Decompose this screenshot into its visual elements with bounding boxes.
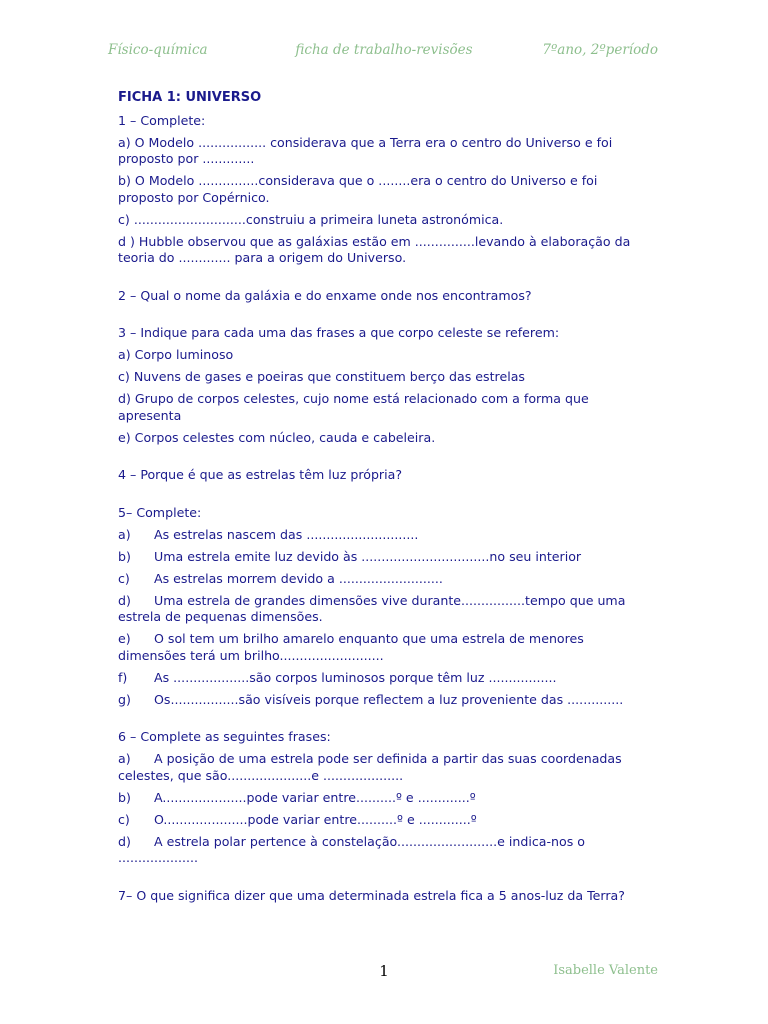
header-grade-period: 7ºano, 2ºperíodo	[542, 42, 658, 58]
question-3a: a) Corpo luminoso	[118, 347, 234, 362]
question-6-heading: 6 – Complete as seguintes frases:	[118, 729, 331, 744]
question-1-heading: 1 – Complete:	[118, 112, 206, 128]
item-label: d)	[118, 592, 131, 608]
question-5b	[118, 549, 653, 566]
question-3d: d) Grupo de corpos celestes, cujo nome está relacionado com a forma que apresenta	[118, 391, 589, 423]
question-2: 2 – Qual o nome da galáxia e do enxame onde nos encontramos?	[118, 287, 532, 303]
item-text: O.....................pode variar entre..........º e .............º	[154, 811, 477, 827]
question-4: 4 – Porque é que as estrelas têm luz própria?	[118, 467, 403, 482]
footer-author: Isabelle Valente	[553, 963, 658, 978]
question-5d	[118, 593, 653, 626]
question-6c	[118, 812, 653, 829]
item-text: As estrelas morrem devido a ..........................	[154, 570, 443, 586]
item-text: Uma estrela de grandes dimensões vive durante................tempo que uma estrela de pequenas dimensões.	[118, 592, 626, 624]
item-label: e)	[118, 631, 131, 646]
item-label: a)	[118, 526, 131, 542]
item-label: d)	[118, 833, 131, 849]
question-5a	[118, 527, 653, 544]
question-3-heading: 3 – Indique para cada uma das frases a que corpo celeste se referem:	[118, 325, 560, 340]
item-label: a)	[118, 751, 131, 766]
question-5g	[118, 692, 653, 709]
item-label: b)	[118, 789, 131, 805]
question-1d: d ) Hubble observou que as galáxias estão em ...............levando à elaboração da teoria do ............. para a origem do Universo.	[118, 233, 631, 265]
question-1b: b) O Modelo ...............considerava que o ........era o centro do Universo e foi proposto por Copérnico.	[118, 173, 598, 205]
item-label: g)	[118, 691, 131, 707]
question-5e	[118, 631, 653, 664]
question-3e: e) Corpos celestes com núcleo, cauda e cabeleira.	[118, 429, 436, 445]
question-6d	[118, 834, 653, 867]
header-subject: Físico-química	[108, 42, 208, 58]
item-text: A posição de uma estrela pode ser definida a partir das suas coordenadas celestes, que são.....................e ....................	[118, 751, 622, 783]
item-text: Os.................são visíveis porque reflectem a luz proveniente das ..............	[154, 691, 624, 707]
item-text: A.....................pode variar entre..........º e .............º	[154, 789, 476, 805]
item-label: c)	[118, 570, 130, 586]
item-text: Uma estrela emite luz devido às ................................no seu interior	[154, 548, 582, 564]
item-text: As estrelas nascem das ............................	[154, 526, 419, 542]
question-6a	[118, 751, 653, 784]
question-3c: c) Nuvens de gases e poeiras que constituem berço das estrelas	[118, 369, 525, 384]
worksheet-body	[118, 90, 653, 910]
question-1c: c) ............................construiu a primeira luneta astronómica.	[118, 211, 504, 227]
item-text: A estrela polar pertence à constelação.........................e indica-nos o ....................	[118, 833, 585, 865]
header-worksheet-type: ficha de trabalho-revisões	[295, 42, 473, 58]
item-label: b)	[118, 548, 131, 564]
question-5-heading: 5– Complete:	[118, 504, 202, 520]
item-label: f)	[118, 669, 128, 685]
question-6b	[118, 790, 653, 807]
question-7: 7– O que significa dizer que uma determinada estrela fica a 5 anos-luz da Terra?	[118, 887, 625, 903]
page-number: 1	[379, 962, 389, 980]
worksheet-title: FICHA 1: UNIVERSO	[118, 90, 262, 105]
question-5c	[118, 571, 653, 588]
item-text: O sol tem um brilho amarelo enquanto que uma estrela de menores dimensões terá um brilho..........................	[118, 631, 584, 663]
question-5f	[118, 670, 653, 687]
item-text: As ...................são corpos luminosos porque têm luz .................	[154, 669, 557, 685]
item-label: c)	[118, 811, 130, 827]
question-1a: a) O Modelo ................. considerava que a Terra era o centro do Universo e foi proposto por .............	[118, 134, 613, 166]
